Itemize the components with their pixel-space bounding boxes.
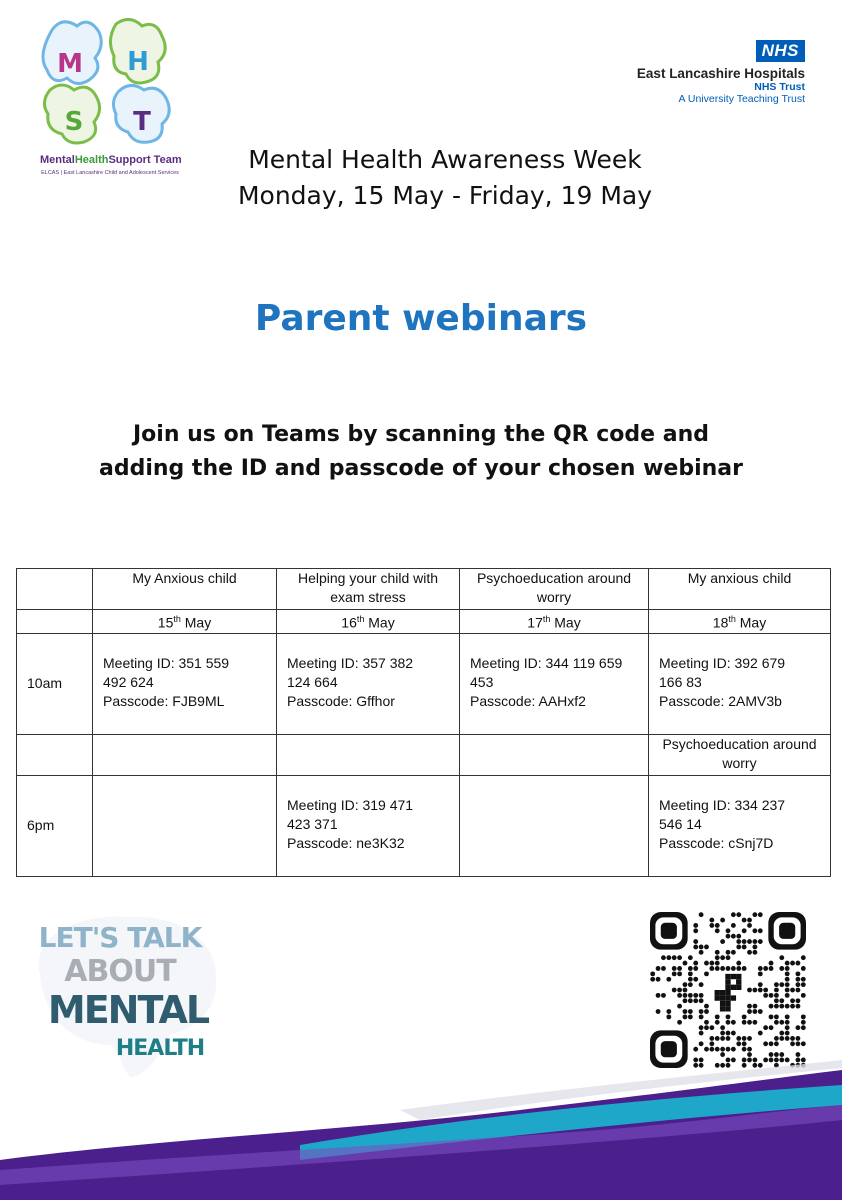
nhs-badge: NHS xyxy=(756,40,805,62)
page-title: Parent webinars xyxy=(254,298,588,339)
svg-text:LET'S TALK: LET'S TALK xyxy=(38,921,202,954)
meeting-id: Meeting ID: 344 119 659 xyxy=(470,654,623,671)
meeting-id-cont: 546 14 xyxy=(659,815,702,832)
table-cell xyxy=(17,734,93,775)
date-cell: 17th May xyxy=(460,610,649,634)
topic-cell: My Anxious child xyxy=(93,569,277,610)
nhs-trust-line: NHS Trust xyxy=(754,81,805,93)
date-cell: 18th May xyxy=(649,610,831,634)
mhst-letter-h: H xyxy=(127,47,149,77)
meeting-id: Meeting ID: 319 471 xyxy=(287,796,414,813)
meeting-cell xyxy=(649,775,831,876)
passcode: Passcode: Gffhor xyxy=(287,692,395,709)
schedule-table xyxy=(16,568,831,877)
table-row xyxy=(17,734,831,775)
date-cell: 16th May xyxy=(277,610,460,634)
table-cell xyxy=(17,610,93,634)
table-cell xyxy=(460,775,649,876)
qr-code-graphic xyxy=(650,912,806,1068)
instructions xyxy=(60,418,782,486)
table-row xyxy=(17,610,831,634)
nhs-university-line: A University Teaching Trust xyxy=(678,93,805,105)
time-label: 6pm xyxy=(17,775,93,876)
mhst-letter-m: M xyxy=(57,49,83,79)
topic-cell: Psychoeducation around worry xyxy=(649,734,831,775)
meeting-id: Meeting ID: 357 382 xyxy=(287,654,414,671)
meeting-id: Meeting ID: 334 237 xyxy=(659,796,786,813)
svg-text:MENTAL: MENTAL xyxy=(47,988,209,1032)
instructions-line-2: adding the ID and passcode of your chosen webinar xyxy=(98,456,743,481)
mhst-puzzle-brain-graphic xyxy=(40,12,180,152)
table-row xyxy=(17,633,831,734)
table-cell xyxy=(460,734,649,775)
topic-cell: Psychoeducation around worry xyxy=(460,569,649,610)
meeting-cell xyxy=(93,633,277,734)
nhs-logo xyxy=(595,40,805,105)
meeting-id: Meeting ID: 392 679 xyxy=(659,654,786,671)
meeting-cell xyxy=(649,633,831,734)
time-label: 10am xyxy=(17,633,93,734)
svg-text:HEALTH: HEALTH xyxy=(115,1036,205,1061)
meeting-id-cont: 423 371 xyxy=(287,815,338,832)
mhst-team-name: MentalHealthSupport Team xyxy=(40,154,182,166)
table-cell xyxy=(93,734,277,775)
mhst-subtitle: ELCAS | East Lancashire Child and Adolescent Services xyxy=(41,170,179,176)
meeting-id-cont: 492 624 xyxy=(103,673,154,690)
table-cell xyxy=(93,775,277,876)
table-row xyxy=(17,775,831,876)
passcode: Passcode: AAHxf2 xyxy=(470,692,586,709)
meeting-id-cont: 124 664 xyxy=(287,673,338,690)
topic-cell: Helping your child with exam stress xyxy=(277,569,460,610)
table-cell xyxy=(277,734,460,775)
bottom-wave-decoration xyxy=(0,1050,842,1200)
svg-text:ABOUT: ABOUT xyxy=(64,954,176,989)
passcode: Passcode: 2AMV3b xyxy=(659,692,782,709)
table-cell xyxy=(17,569,93,610)
meeting-id: Meeting ID: 351 559 xyxy=(103,654,230,671)
table-row xyxy=(17,569,831,610)
passcode: Passcode: cSnj7D xyxy=(659,834,774,851)
passcode: Passcode: FJB9ML xyxy=(103,692,225,709)
event-title: Mental Health Awareness Week xyxy=(248,145,642,174)
meeting-id-cont: 453 xyxy=(470,673,494,690)
meeting-cell xyxy=(277,633,460,734)
qr-code[interactable] xyxy=(650,912,806,1068)
nhs-trust-name: East Lancashire Hospitals xyxy=(636,66,805,81)
date-cell: 15th May xyxy=(93,610,277,634)
topic-cell: My anxious child xyxy=(649,569,831,610)
mhst-letter-s: S xyxy=(64,107,84,137)
meeting-cell xyxy=(277,775,460,876)
meeting-cell xyxy=(460,633,649,734)
meeting-id-cont: 166 83 xyxy=(659,673,702,690)
passcode: Passcode: ne3K32 xyxy=(287,834,405,851)
event-dates: Monday, 15 May - Friday, 19 May xyxy=(237,181,653,210)
mhst-letter-t: T xyxy=(133,107,151,137)
instructions-line-1: Join us on Teams by scanning the QR code and xyxy=(132,422,709,447)
